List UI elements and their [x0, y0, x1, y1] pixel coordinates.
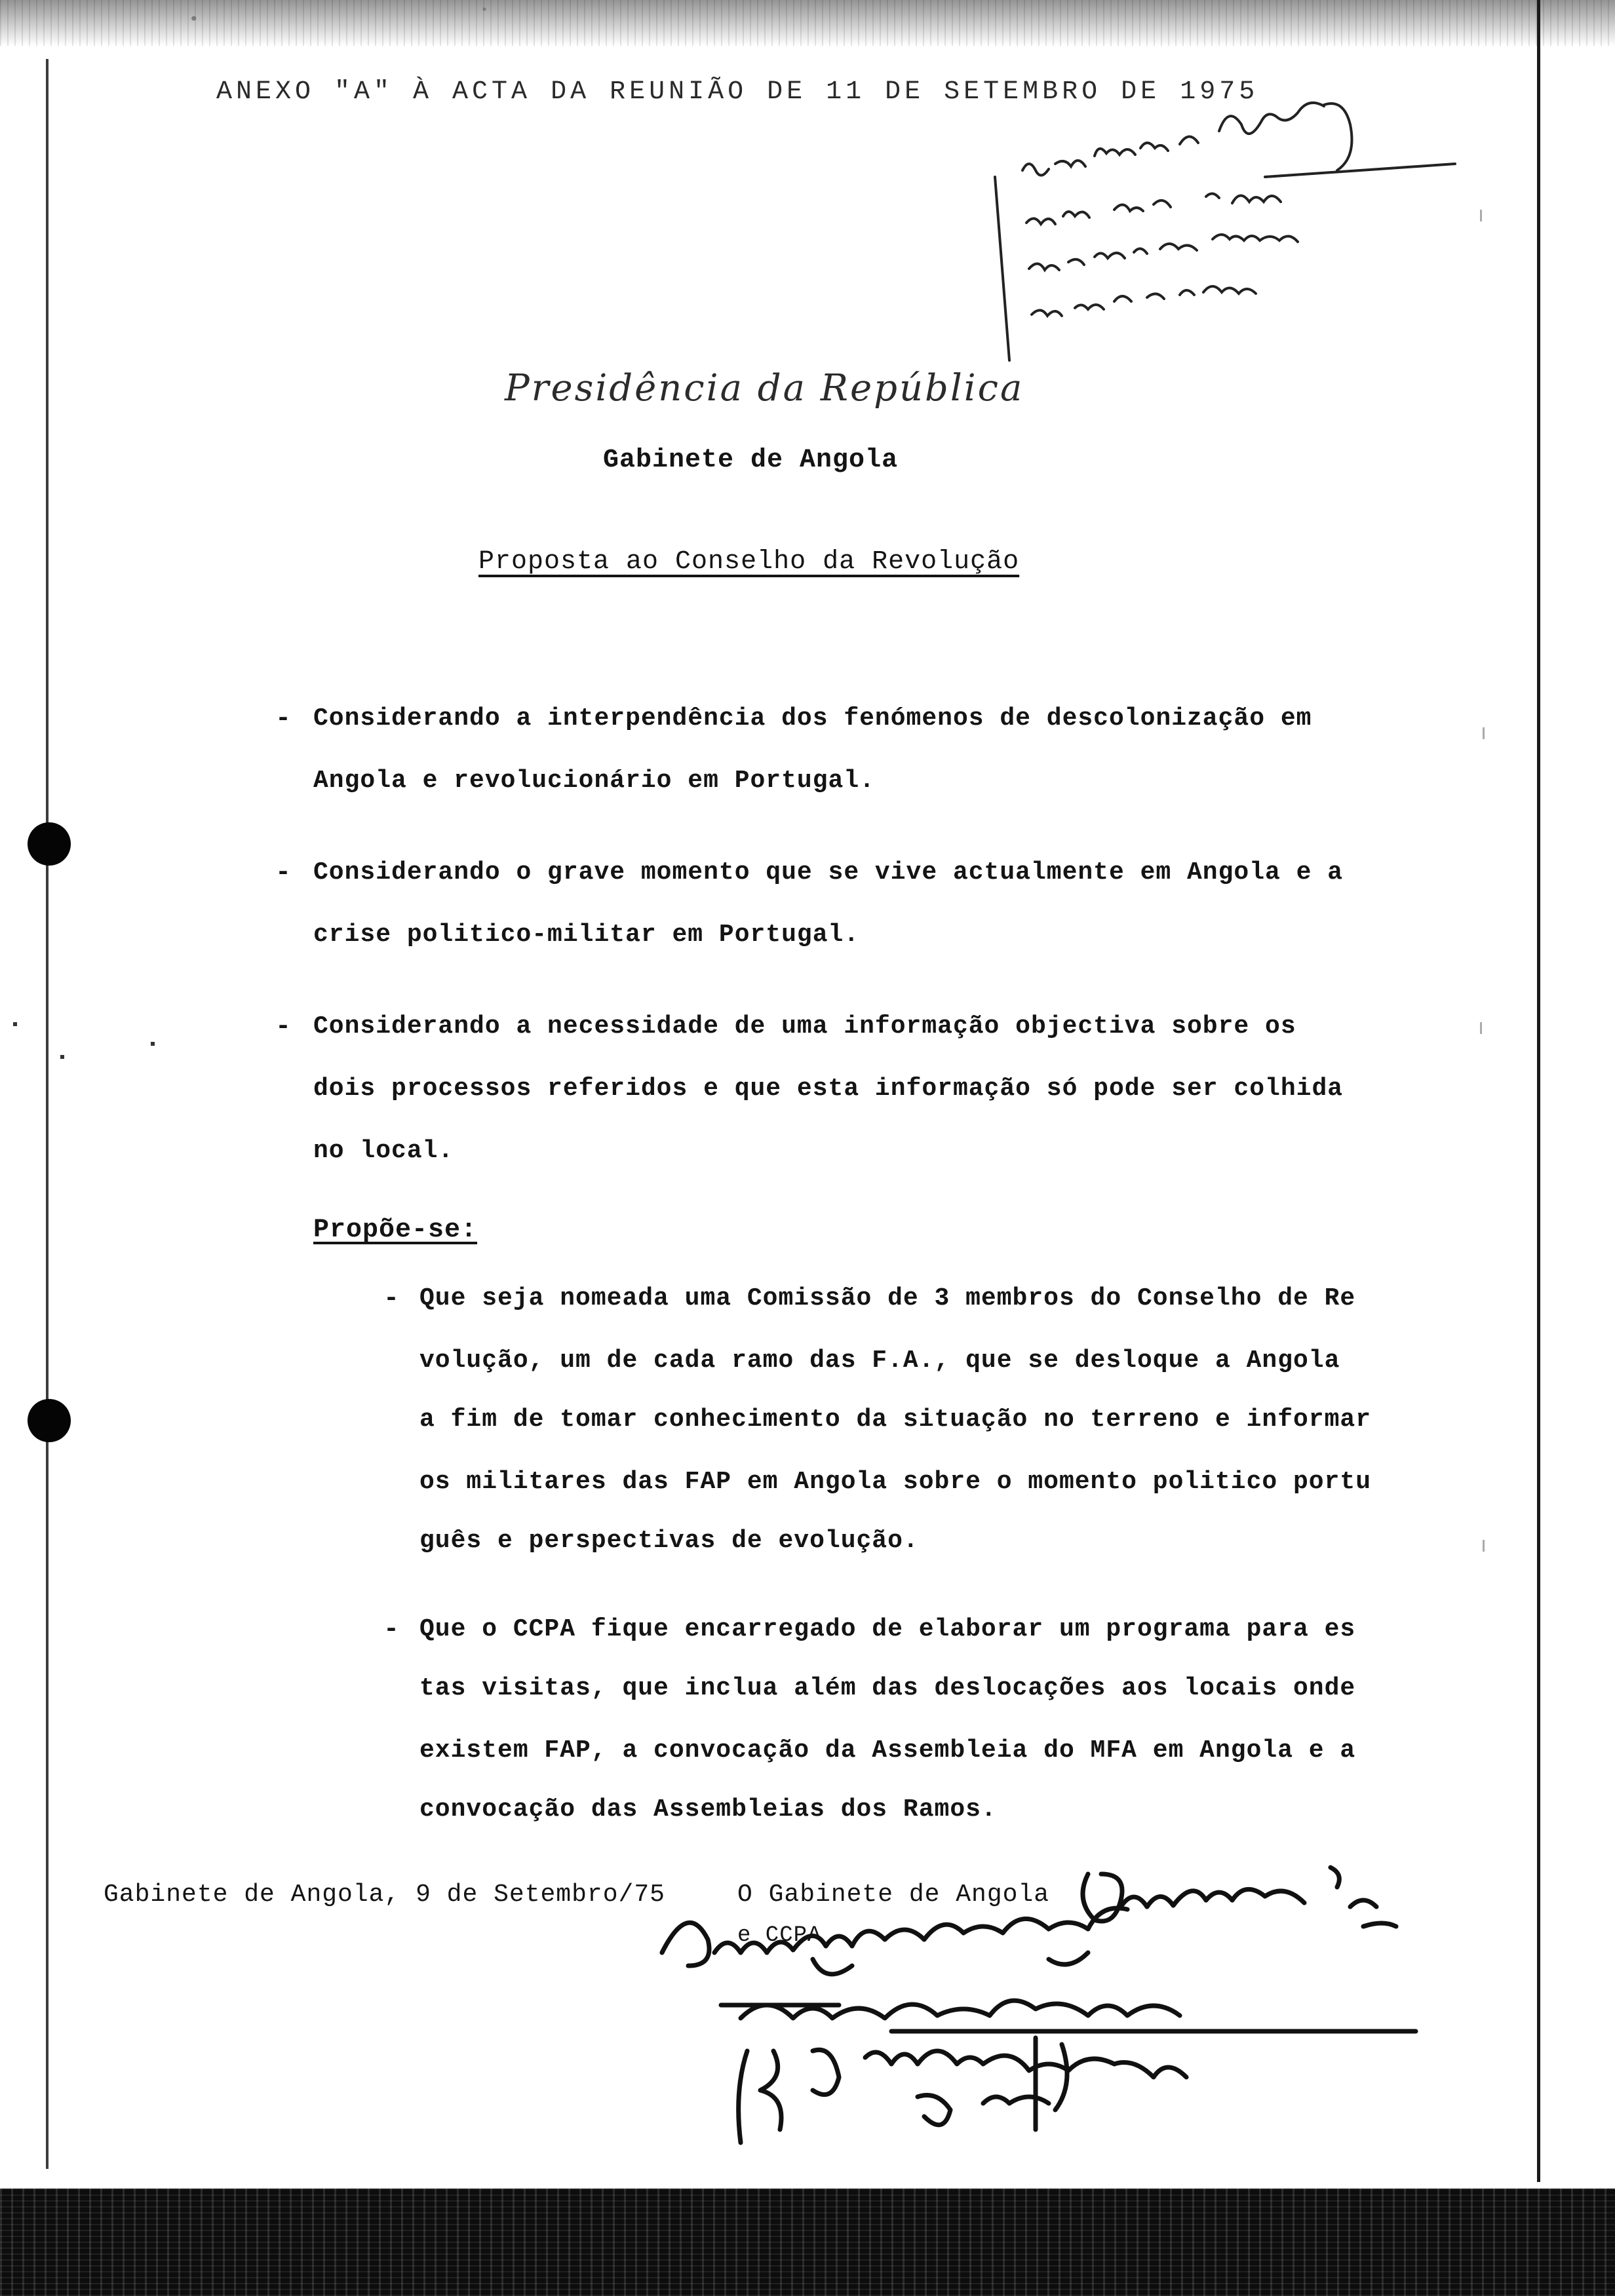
handwritten-annotation	[983, 85, 1468, 387]
proposal-1-line-5: guês e perspectivas de evolução.	[419, 1527, 919, 1555]
proposal-1-line-3: a fim de tomar conhecimento da situação no terreno e informar	[419, 1406, 1372, 1434]
consideration-1-line-1: Considerando a interpendência dos fenómenos de descolonização em	[313, 704, 1312, 733]
punch-hole-bottom	[28, 1399, 71, 1442]
bullet-dash: -	[383, 1615, 400, 1645]
bullet-dash: -	[275, 704, 292, 734]
consideration-2-line-2: crise politico-militar em Portugal.	[313, 921, 860, 949]
handwritten-signatures	[642, 1854, 1468, 2156]
proposal-1-line-4: os militares das FAP em Angola sobre o momento politico portu	[419, 1468, 1372, 1496]
consideration-1-line-2: Angola e revolucionário em Portugal.	[313, 767, 875, 795]
consideration-3-line-1: Considerando a necessidade de uma informação objectiva sobre os	[313, 1012, 1296, 1041]
punch-hole-top	[28, 822, 71, 866]
scan-speck	[13, 1022, 17, 1026]
scan-noise-top	[0, 0, 1615, 46]
proposal-1-line-1: Que seja nomeada uma Comissão de 3 membros do Conselho de Re	[419, 1284, 1356, 1312]
bullet-dash: -	[383, 1284, 400, 1314]
annex-line: ANEXO "A" À ACTA DA REUNIÃO DE 11 DE SETEMBRO DE 1975	[216, 77, 1259, 107]
page-edge-left	[46, 59, 49, 2169]
scan-speck	[1483, 727, 1485, 739]
page-edge-right	[1537, 0, 1540, 2182]
document-title: Proposta ao Conselho da Revolução	[478, 547, 1020, 577]
bullet-dash: -	[275, 858, 292, 888]
bullet-dash: -	[275, 1012, 292, 1042]
scan-speck	[60, 1055, 64, 1059]
scan-speck	[1480, 210, 1482, 221]
place-date: Gabinete de Angola, 9 de Setembro/75	[104, 1881, 665, 1909]
consideration-3-line-2: dois processos referidos e que esta informação só pode ser colhida	[313, 1075, 1344, 1103]
consideration-2-line-1: Considerando o grave momento que se vive actualmente em Angola e a	[313, 858, 1344, 887]
proposal-2-line-3: existem FAP, a convocação da Assembleia do MFA em Angola e a	[419, 1736, 1356, 1765]
proposal-heading: Propõe-se:	[313, 1215, 478, 1245]
presidency-heading: Presidência da República	[505, 367, 1024, 410]
proposal-2-line-1: Que o CCPA fique encarregado de elaborar um programa para es	[419, 1615, 1356, 1643]
consideration-3-line-3: no local.	[313, 1137, 454, 1165]
signatory-line-1: O Gabinete de Angola	[737, 1881, 1050, 1909]
scan-speck	[1483, 1540, 1485, 1552]
signatory-line-2: e CCPA	[737, 1923, 822, 1948]
scan-speck	[151, 1042, 155, 1046]
scan-speck	[1480, 1022, 1482, 1034]
proposal-2-line-2: tas visitas, que inclua além das deslocações aos locais onde	[419, 1674, 1356, 1702]
office-heading: Gabinete de Angola	[603, 446, 899, 475]
scan-noise-bottom	[0, 2189, 1615, 2296]
proposal-1-line-2: volução, um de cada ramo das F.A., que se desloque a Angola	[419, 1347, 1340, 1375]
proposal-2-line-4: convocação das Assembleias dos Ramos.	[419, 1795, 997, 1824]
